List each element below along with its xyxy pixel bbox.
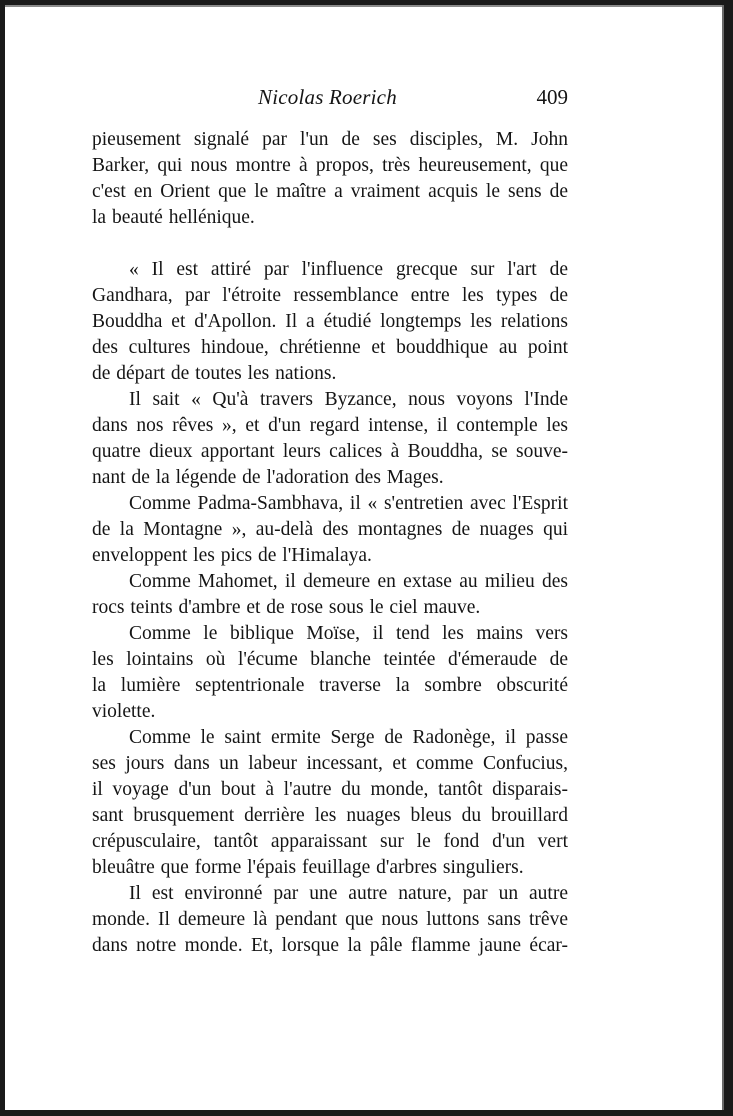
running-head: Nicolas Roerich <box>258 85 397 109</box>
text-line: Comme Mahomet, il demeure en extase au milieu des <box>129 571 568 592</box>
text-line: dans notre monde. Et, lorsque la pâle flamme jaune écar- <box>92 935 568 956</box>
text-line: de la Montagne », au-delà des montagnes de nuages qui <box>92 519 568 540</box>
text-line: Gandhara, par l'étroite ressemblance entre les types de <box>92 285 568 306</box>
text-line: nant de la légende de l'adoration des Mages. <box>92 467 444 488</box>
paragraph <box>92 387 568 491</box>
text-line: quatre dieux apportant leurs calices à Bouddha, se souve- <box>92 441 568 462</box>
text-line: dans nos rêves », et d'un regard intense, il contemple les <box>92 415 568 436</box>
text-line: enveloppent les pics de l'Himalaya. <box>92 545 372 566</box>
text-line: Bouddha et d'Apollon. Il a étudié longtemps les relations <box>92 311 568 332</box>
text-line: la lumière septentrionale traverse la sombre obscurité <box>92 675 568 696</box>
scan-edge-top <box>5 5 724 7</box>
text-line: « Il est attiré par l'influence grecque sur l'art de <box>129 259 568 280</box>
page-number: 409 <box>536 85 568 109</box>
scan-edge-right <box>722 5 724 1110</box>
paragraph <box>92 569 568 621</box>
text-line: ses jours dans un labeur incessant, et comme Confucius, <box>92 753 568 774</box>
paragraph <box>92 621 568 725</box>
paragraph-gap <box>92 231 568 257</box>
text-line: crépusculaire, tantôt apparaissant sur le fond d'un vert <box>92 831 568 852</box>
paragraph <box>92 127 568 231</box>
text-line: monde. Il demeure là pendant que nous luttons sans trêve <box>92 909 568 930</box>
text-line: les lointains où l'écume blanche teintée d'émeraude de <box>92 649 568 670</box>
text-line: des cultures hindoue, chrétienne et bouddhique au point <box>92 337 568 358</box>
body-text <box>92 127 568 959</box>
text-line: bleuâtre que forme l'épais feuillage d'arbres singuliers. <box>92 857 524 878</box>
text-line: Comme le saint ermite Serge de Radonège, il passe <box>129 727 568 748</box>
paragraph <box>92 725 568 881</box>
text-line: Il est environné par une autre nature, par un autre <box>129 883 568 904</box>
text-line: il voyage d'un bout à l'autre du monde, tantôt disparais- <box>92 779 568 800</box>
page-header <box>92 85 568 115</box>
paragraph <box>92 257 568 387</box>
text-line: rocs teints d'ambre et de rose sous le ciel mauve. <box>92 597 481 618</box>
text-line: la beauté hellénique. <box>92 207 255 228</box>
paragraph <box>92 881 568 959</box>
paragraph <box>92 491 568 569</box>
text-line: c'est en Orient que le maître a vraiment acquis le sens de <box>92 181 568 202</box>
text-line: pieusement signalé par l'un de ses disciples, M. John <box>92 129 568 150</box>
text-line: Il sait « Qu'à travers Byzance, nous voyons l'Inde <box>129 389 568 410</box>
text-line: violette. <box>92 701 156 722</box>
text-line: Comme le biblique Moïse, il tend les mains vers <box>129 623 568 644</box>
text-line: de départ de toutes les nations. <box>92 363 337 384</box>
text-line: sant brusquement derrière les nuages bleus du brouillard <box>92 805 568 826</box>
text-line: Barker, qui nous montre à propos, très heureusement, que <box>92 155 568 176</box>
text-line: Comme Padma-Sambhava, il « s'entretien avec l'Esprit <box>129 493 568 514</box>
